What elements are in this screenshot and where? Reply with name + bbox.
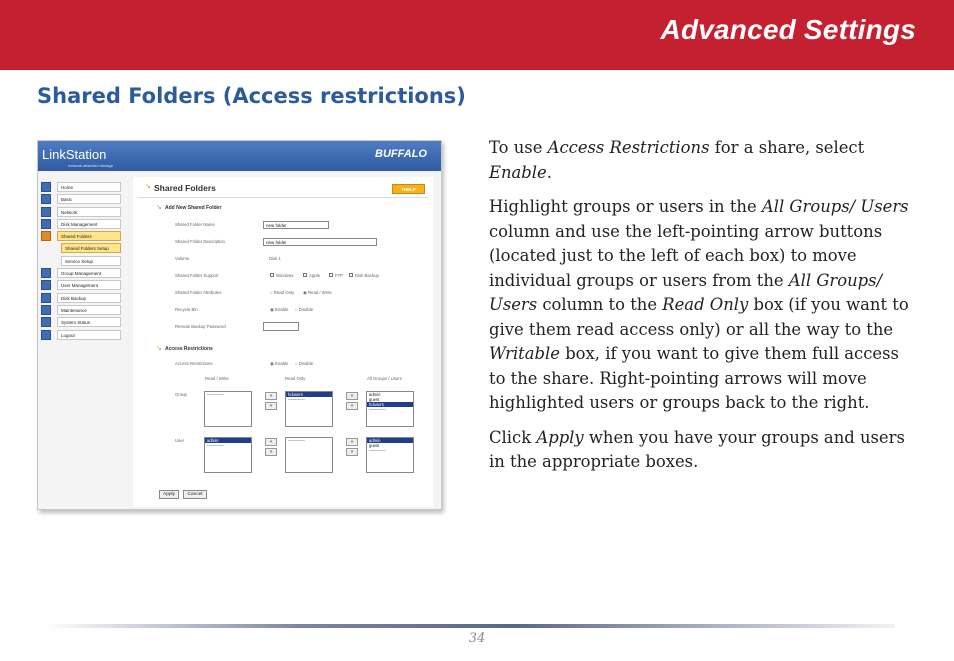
list-item[interactable]: ------------: [207, 392, 224, 397]
windows-option: Windows: [276, 273, 294, 278]
attributes-label: Shared Folder Attributes: [175, 290, 222, 295]
access-disable-option: Disable: [298, 361, 314, 366]
bullet-arrow-icon: ↘: [145, 182, 151, 190]
home-icon: [41, 182, 51, 192]
sidebar-item-logout[interactable]: [41, 329, 123, 341]
paragraph-2: [489, 195, 919, 416]
sidebar-item-home[interactable]: [41, 181, 123, 193]
page-number: 34: [468, 631, 486, 646]
sidebar-item-basic[interactable]: [41, 193, 123, 205]
read-only-option: Read Only: [273, 290, 295, 295]
text-run-italic: Apply: [536, 427, 584, 447]
logout-icon: [41, 330, 51, 340]
linkstation-logo: LinkStation: [42, 147, 107, 162]
text-run: .: [546, 162, 552, 182]
buffalo-logo: BUFFALO: [375, 148, 427, 160]
header-bar: [0, 0, 954, 70]
access-label: Access Restrictions: [175, 361, 213, 366]
sidebar-item-user-management[interactable]: [41, 279, 123, 291]
text-run: box (if you want to give them read access only) or all the way to the: [489, 295, 909, 339]
sidebar-item-label: User Management: [57, 280, 121, 290]
sidebar-item-label: System Status: [57, 317, 121, 327]
content-panel: [133, 177, 433, 507]
access-disable-radio[interactable]: ○ Disable: [295, 361, 314, 366]
list-item[interactable]: hdusers: [367, 402, 413, 407]
access-restrictions-heading: Access Restrictions: [165, 346, 213, 352]
sidebar-item-label: Basic: [57, 194, 121, 204]
list-item[interactable]: ------------: [369, 407, 386, 412]
sidebar-item-shared-folders-setup[interactable]: [41, 242, 123, 254]
text-run-italic: Access Restrictions: [547, 138, 710, 157]
list-item[interactable]: ------------: [288, 438, 305, 443]
add-folder-heading: Add New Shared Folder: [165, 205, 222, 211]
apply-button[interactable]: Apply: [159, 490, 179, 499]
user-read-write-list[interactable]: [204, 437, 252, 473]
folder-icon: [41, 231, 51, 241]
linkstation-topbar: [38, 141, 442, 171]
status-icon: [41, 317, 51, 327]
ftp-option: FTP: [335, 273, 344, 278]
sidebar-nav: [41, 181, 123, 341]
basic-icon: [41, 194, 51, 204]
list-item[interactable]: guest: [369, 397, 380, 402]
read-only-radio[interactable]: ○ Read Only: [270, 290, 295, 295]
network-icon: [41, 207, 51, 217]
list-item[interactable]: admin: [205, 438, 251, 443]
text-run: for a share, select: [709, 138, 865, 157]
volume-value: Disk 1: [269, 256, 281, 261]
read-write-radio[interactable]: ◉ Read / Write: [303, 290, 332, 295]
recycle-label: Recycle Bin: [175, 307, 198, 312]
section-title: Shared Folders (Access restrictions): [37, 84, 466, 108]
group-move-right-button[interactable]: »: [265, 402, 277, 410]
disk-icon: [41, 219, 51, 229]
help-button[interactable]: ?HELP: [392, 184, 425, 194]
text-run: Highlight groups or users in the: [489, 197, 762, 216]
sidebar-item-label: Home: [57, 182, 121, 192]
recycle-disable-radio[interactable]: ○ Disable: [295, 307, 314, 312]
sidebar-item-disk-backup[interactable]: [41, 292, 123, 304]
list-item[interactable]: ------------: [369, 448, 386, 453]
linkstation-screenshot: [37, 140, 442, 510]
bullet-arrow-icon: ↘: [156, 344, 162, 352]
group-read-write-list[interactable]: [204, 391, 252, 427]
folder-name-input[interactable]: new folder: [263, 221, 329, 229]
list-item[interactable]: ------------: [207, 443, 224, 448]
user-move-right-button[interactable]: »: [265, 448, 277, 456]
paragraph-3: [489, 426, 919, 475]
group-move-left-button[interactable]: «: [265, 392, 277, 400]
paragraph-1: [489, 136, 919, 185]
body-text: [489, 136, 919, 485]
group-read-only-list[interactable]: [285, 391, 333, 427]
text-run: when you have your groups and users in the appropriate boxes.: [489, 427, 905, 471]
bullet-arrow-icon: ↘: [156, 203, 162, 211]
name-label: Shared Folder Name: [175, 222, 215, 227]
text-run: box, if you want to give them full access to the share. Right-pointing arrows will move highlighted users or groups back to the right.: [489, 344, 899, 412]
access-enable-radio[interactable]: ◉ Enable: [270, 361, 289, 366]
access-enable-option: Enable: [274, 361, 289, 366]
group-icon: [41, 268, 51, 278]
footer-rule: [45, 624, 895, 628]
sidebar-item-network[interactable]: [41, 206, 123, 218]
read-write-option: Read / Write: [307, 290, 332, 295]
group-label: Group: [175, 392, 187, 397]
group-all-move-right-button[interactable]: »: [346, 402, 358, 410]
recycle-enable-radio[interactable]: ◉ Enable: [270, 307, 289, 312]
sidebar-item-shared-folders[interactable]: [41, 230, 123, 242]
list-item[interactable]: admin: [369, 392, 381, 397]
user-read-only-list[interactable]: [285, 437, 333, 473]
text-run-italic: All Groups/ Users: [761, 197, 909, 216]
sidebar-item-label: Logout: [57, 330, 121, 340]
sidebar-item-maintenance[interactable]: [41, 304, 123, 316]
column-read-write: Read / Write: [205, 376, 229, 381]
text-run-italic: All Groups/ Users: [489, 270, 883, 314]
cancel-button[interactable]: Cancel: [183, 490, 207, 499]
ftp-checkbox[interactable]: [329, 273, 333, 277]
text-run: column to the: [537, 295, 663, 314]
sidebar-item-label: Network: [57, 207, 121, 217]
text-run: column and use the left-pointing arrow buttons (located just to the left of each box) to move individual groups or users from the: [489, 221, 883, 290]
list-item[interactable]: ------------: [288, 397, 305, 402]
linkstation-logo-sub: network attached storage: [68, 163, 113, 168]
recycle-enable-option: Enable: [274, 307, 289, 312]
text-run: To use: [489, 138, 548, 157]
user-all-move-left-button[interactable]: «: [346, 438, 358, 446]
column-all-groups-users: All Groups / Users: [367, 376, 402, 381]
sidebar-item-label: Shared Folders: [57, 231, 121, 241]
text-run-italic: Writable: [489, 344, 560, 363]
list-item[interactable]: hdusers: [286, 392, 332, 397]
user-all-move-right-button[interactable]: »: [346, 448, 358, 456]
text-run-italic: Read Only: [662, 295, 749, 314]
column-read-only: Read Only: [285, 376, 306, 381]
sidebar-item-label: Disk Backup: [57, 293, 121, 303]
remote-password-label: Remote Backup Password: [175, 324, 226, 329]
sidebar-item-label: Group Management: [57, 268, 121, 278]
user-icon: [41, 280, 51, 290]
list-item[interactable]: admin: [367, 438, 413, 443]
user-move-left-button[interactable]: «: [265, 438, 277, 446]
maintenance-icon: [41, 305, 51, 315]
support-label: Shared Folder Support: [175, 273, 219, 278]
text-run-italic: Enable: [489, 162, 547, 182]
text-run: Click: [489, 427, 537, 447]
user-label: User: [175, 438, 185, 443]
remote-password-input[interactable]: [263, 322, 299, 331]
page-heading: Shared Folders: [154, 183, 216, 193]
sidebar-item-label: Shared Folders Setup: [61, 243, 121, 253]
sidebar-item-label: Service Setup: [61, 256, 121, 266]
folder-description-input[interactable]: new folder: [263, 238, 377, 246]
user-all-list[interactable]: [366, 437, 414, 473]
list-item[interactable]: guest: [369, 443, 380, 448]
sidebar-item-disk-management[interactable]: [41, 218, 123, 230]
divider: [138, 197, 428, 198]
group-all-list[interactable]: [366, 391, 414, 427]
group-all-move-left-button[interactable]: «: [346, 392, 358, 400]
sidebar-item-service-setup[interactable]: [41, 255, 123, 267]
volume-label: Volume: [175, 256, 190, 261]
sidebar-item-group-management[interactable]: [41, 267, 123, 279]
apple-option: Apple: [309, 273, 320, 278]
header-title: Advanced Settings: [660, 14, 916, 45]
sidebar-item-system-status[interactable]: [41, 316, 123, 328]
desc-label: Shared Folder Description: [175, 239, 225, 244]
recycle-disable-option: Disable: [298, 307, 314, 312]
apple-checkbox[interactable]: [303, 273, 307, 277]
sidebar-item-label: Disk Management: [57, 219, 121, 229]
disk-backup-option: Disk Backup: [355, 273, 379, 278]
disk-backup-checkbox[interactable]: [349, 273, 353, 277]
sidebar-item-label: Maintenance: [57, 305, 121, 315]
backup-icon: [41, 293, 51, 303]
windows-checkbox[interactable]: [270, 273, 274, 277]
